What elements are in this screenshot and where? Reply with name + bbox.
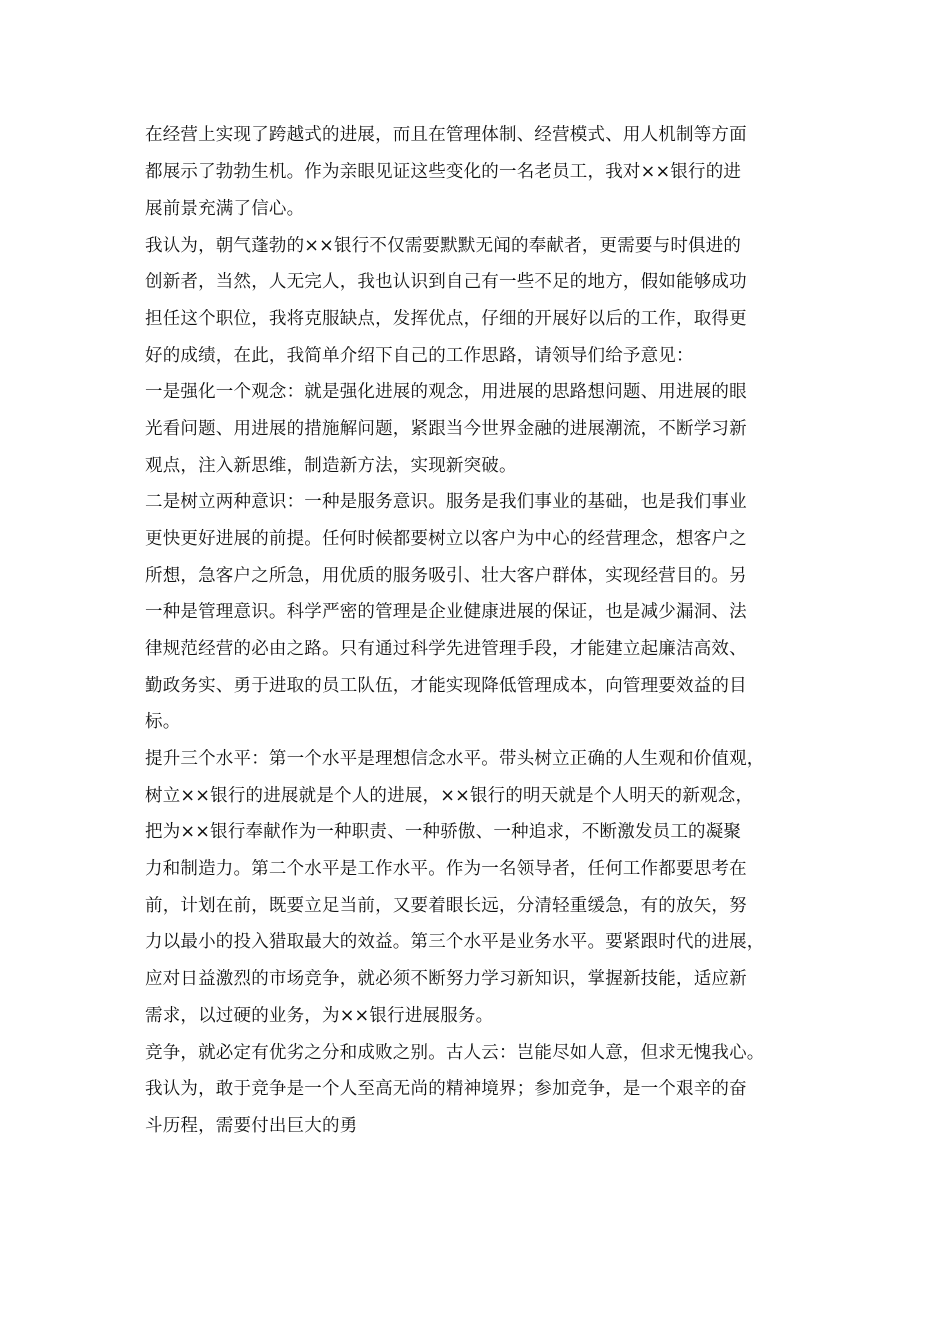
text-line: 需求，以过硬的业务，为××银行进展服务。: [145, 1006, 494, 1026]
text-line: 勤政务实、勇于进取的员工队伍，才能实现降低管理成本，向管理要效益的目: [145, 676, 747, 696]
text-line: 在经营上实现了跨越式的进展，而且在管理体制、经营模式、用人机制等方面: [145, 125, 747, 145]
text-line: 前，计划在前，既要立足当前，又要着眼长远，分清轻重缓急，有的放矢，努: [145, 896, 747, 916]
text-line: 一是强化一个观念：就是强化进展的观念，用进展的思路想问题、用进展的眼: [145, 382, 747, 402]
text-line: 更快更好进展的前提。任何时候都要树立以客户为中心的经营理念，想客户之: [145, 529, 747, 549]
text-line: 所想，急客户之所急，用优质的服务吸引、壮大客户群体，实现经营目的。另: [145, 566, 747, 586]
text-line: 力和制造力。第二个水平是工作水平。作为一名领导者，任何工作都要思考在: [145, 859, 747, 879]
text-line: 好的成绩，在此，我简单介绍下自己的工作思路，请领导们给予意见：: [145, 346, 694, 366]
text-line: 二是树立两种意识：一种是服务意识。服务是我们事业的基础，也是我们事业: [145, 492, 747, 512]
text-line: 我认为，敢于竞争是一个人至高无尚的精神境界；参加竞争，是一个艰辛的奋: [145, 1079, 747, 1099]
text-line: 提升三个水平：第一个水平是理想信念水平。带头树立正确的人生观和价值观，: [145, 749, 765, 769]
text-line: 律规范经营的必由之路。只有通过科学先进管理手段，才能建立起廉洁高效、: [145, 639, 747, 659]
text-line: 竞争，就必定有优劣之分和成败之别。古人云：岂能尽如人意，但求无愧我心。: [145, 1043, 765, 1063]
text-line: 把为××银行奉献作为一种职责、一种骄傲、一种追求，不断激发员工的凝聚: [145, 822, 742, 842]
text-line: 展前景充满了信心。: [145, 199, 305, 219]
text-line: 创新者，当然，人无完人，我也认识到自己有一些不足的地方，假如能够成功: [145, 272, 747, 292]
text-line: 我认为，朝气蓬勃的××银行不仅需要默默无闻的奉献者，更需要与时俱进的: [145, 236, 742, 256]
text-line: 斗历程，需要付出巨大的勇: [145, 1116, 358, 1136]
text-line: 观点，注入新思维，制造新方法，实现新突破。: [145, 456, 517, 476]
text-line: 担任这个职位，我将克服缺点，发挥优点，仔细的开展好以后的工作，取得更: [145, 309, 747, 329]
text-line: 一种是管理意识。科学严密的管理是企业健康进展的保证，也是减少漏洞、法: [145, 602, 747, 622]
text-line: 应对日益激烈的市场竞争，就必须不断努力学习新知识，掌握新技能，适应新: [145, 969, 747, 989]
text-line: 树立××银行的进展就是个人的进展，××银行的明天就是个人明天的新观念，: [145, 786, 754, 806]
text-line: 都展示了勃勃生机。作为亲眼见证这些变化的一名老员工，我对××银行的进: [145, 162, 742, 182]
text-line: 力以最小的投入猎取最大的效益。第三个水平是业务水平。要紧跟时代的进展，: [145, 932, 765, 952]
text-line: 光看问题、用进展的措施解问题，紧跟当今世界金融的进展潮流，不断学习新: [145, 419, 747, 439]
text-line: 标。: [145, 712, 181, 732]
